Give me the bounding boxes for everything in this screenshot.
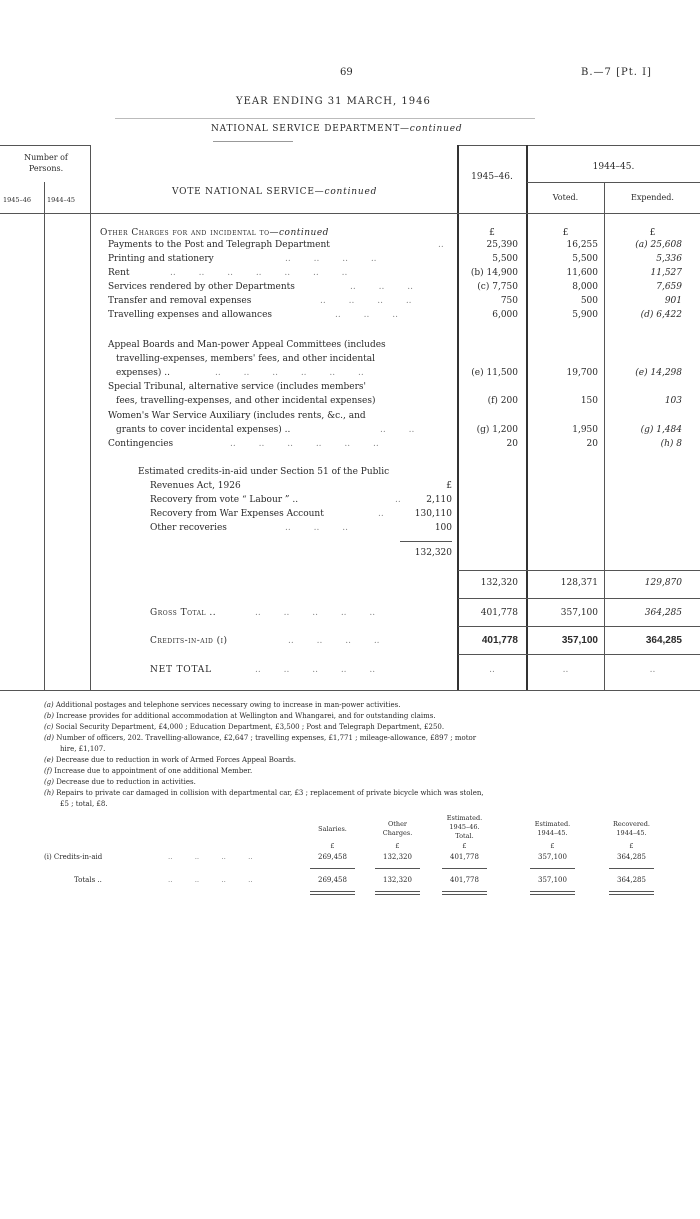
col-header-expended: Expended. (631, 193, 674, 202)
credit-amount-labour: 2,110 (426, 495, 452, 505)
summary-header-est44-2: 1944–45. (537, 829, 568, 837)
col-header-1945-46: 1945–46. (471, 172, 513, 182)
summary-header-other-2: Charges. (382, 829, 413, 837)
footnote-d-cont: hire, £1,107. (60, 745, 106, 753)
section-title (100, 228, 329, 238)
persons-header: Number of Persons. (24, 153, 68, 173)
vote-continued: continued (324, 187, 378, 197)
credit-item-labour: Recovery from vote “ Labour ” .. (150, 495, 299, 505)
department-rule (213, 141, 293, 142)
vote-name: VOTE NATIONAL SERVICE— (172, 187, 325, 197)
credit-amount-war-expenses: 130,110 (414, 509, 452, 519)
summary-header-rec-2: 1944–45. (616, 829, 647, 837)
voted-header-rule (527, 182, 700, 183)
footnote-b: (b) Increase provides for additional accommodation at Wellington and Whangarei, and for outstanding claims. (44, 712, 436, 720)
department-continued: continued (409, 124, 463, 134)
footnote-d: (d) Number of officers, 202. Travelling-allowance, £2,647 ; travelling expenses, £1,771 ; mileage-allowance, £897 ; motor (44, 734, 477, 742)
summary-header-est-1: Estimated. (446, 814, 483, 822)
credit-item-war-expenses: Recovery from War Expenses Account (150, 509, 324, 519)
credits-subtotal: 132,320 (414, 548, 452, 558)
frame-top-left (0, 145, 90, 146)
summary-header-other-1: Other (387, 820, 408, 828)
persons-col-divider (44, 182, 45, 690)
credits-pound-sign: £ (446, 481, 452, 491)
footnote-g: (g) Decrease due to reduction in activities. (44, 778, 196, 786)
persons-col-1945: 1945–46 (3, 196, 32, 204)
header-bottom-rule (0, 213, 700, 214)
title-rule (115, 118, 535, 119)
persons-divider (90, 145, 91, 690)
credit-amount-other: 100 (434, 523, 452, 533)
summary-header-rec-1: Recovered. (613, 820, 650, 828)
footnote-h: (h) Repairs to private car damaged in collision with departmental car, £3 ; replacement of private bicycle which was stolen, (44, 789, 484, 797)
col-header-voted: Voted. (552, 193, 579, 202)
department-name: NATIONAL SERVICE DEPARTMENT— (211, 124, 410, 134)
document-reference: B.—7 [Pt. I] (581, 67, 652, 78)
summary-header-est-3: Total. (455, 832, 474, 840)
footnote-h-cont: £5 ; total, £8. (60, 800, 108, 808)
vote-heading (172, 187, 377, 197)
pound-sign-3: £ (649, 228, 656, 238)
footnote-e: (e) Decrease due to reduction in work of Armed Forces Appeal Boards. (44, 756, 296, 764)
frame-top-right (458, 145, 700, 146)
summary-header-est44-1: Estimated. (534, 820, 571, 828)
pound-sign-1: £ (489, 228, 495, 238)
credit-item-other: Other recoveries (150, 523, 227, 533)
summary-header-est-2: 1945–46. (449, 823, 480, 831)
section-title-text: Other Charges for and incidental to— (100, 228, 279, 238)
footnote-c: (c) Social Security Department, £4,000 ; Education Department, £3,500 ; Post and Telegraph Department, £250. (44, 723, 445, 731)
page-title: YEAR ENDING 31 MARCH, 1946 (236, 96, 431, 107)
pound-sign-2: £ (562, 228, 569, 238)
footnote-f: (f) Increase due to appointment of one additional Member. (44, 767, 253, 775)
table-bottom-rule (0, 690, 700, 691)
footnote-a: (a) Additional postages and telephone services necessary owing to increase in man-power activities. (44, 701, 401, 709)
department-heading (211, 124, 462, 134)
summary-header-salaries: Salaries. (318, 825, 347, 833)
col-header-1944-45: 1944–45. (592, 162, 635, 172)
page-number: 69 (340, 67, 353, 78)
section-title-continued: continued (279, 228, 329, 238)
persons-col-1944: 1944–45 (47, 196, 76, 204)
